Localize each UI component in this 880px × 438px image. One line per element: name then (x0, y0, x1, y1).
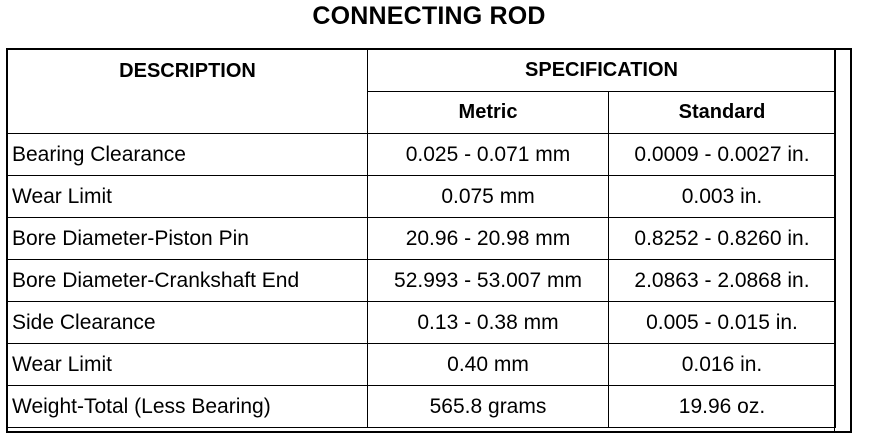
row-standard: 0.016 in. (609, 344, 836, 386)
header-row (8, 50, 836, 92)
table-row (8, 344, 836, 386)
row-description: Bore Diameter-Crankshaft End (8, 260, 368, 302)
row-description: Bore Diameter-Piston Pin (8, 218, 368, 260)
row-metric: 0.025 - 0.071 mm (368, 134, 609, 176)
header-specification: SPECIFICATION (368, 50, 836, 92)
table-row (8, 218, 836, 260)
row-metric: 565.8 grams (368, 386, 609, 428)
table-row (8, 386, 836, 428)
table-row (8, 260, 836, 302)
row-standard: 2.0863 - 2.0868 in. (609, 260, 836, 302)
row-metric: 0.075 mm (368, 176, 609, 218)
row-description: Wear Limit (8, 176, 368, 218)
header-standard: Standard (609, 92, 836, 134)
header-description: DESCRIPTION (8, 50, 368, 134)
row-standard: 19.96 oz. (609, 386, 836, 428)
table-row (8, 134, 836, 176)
row-standard: 0.0009 - 0.0027 in. (609, 134, 836, 176)
row-metric: 0.13 - 0.38 mm (368, 302, 609, 344)
row-description: Weight-Total (Less Bearing) (8, 386, 368, 428)
page-title: CONNECTING ROD (312, 2, 546, 30)
row-standard: 0.005 - 0.015 in. (609, 302, 836, 344)
row-standard: 0.003 in. (609, 176, 836, 218)
row-description: Side Clearance (8, 302, 368, 344)
row-description: Bearing Clearance (8, 134, 368, 176)
row-metric: 0.40 mm (368, 344, 609, 386)
spec-table (7, 49, 836, 428)
row-description: Wear Limit (8, 344, 368, 386)
header-metric: Metric (368, 92, 609, 134)
table-row (8, 176, 836, 218)
table-row (8, 302, 836, 344)
row-metric: 52.993 - 53.007 mm (368, 260, 609, 302)
row-standard: 0.8252 - 0.8260 in. (609, 218, 836, 260)
row-metric: 20.96 - 20.98 mm (368, 218, 609, 260)
